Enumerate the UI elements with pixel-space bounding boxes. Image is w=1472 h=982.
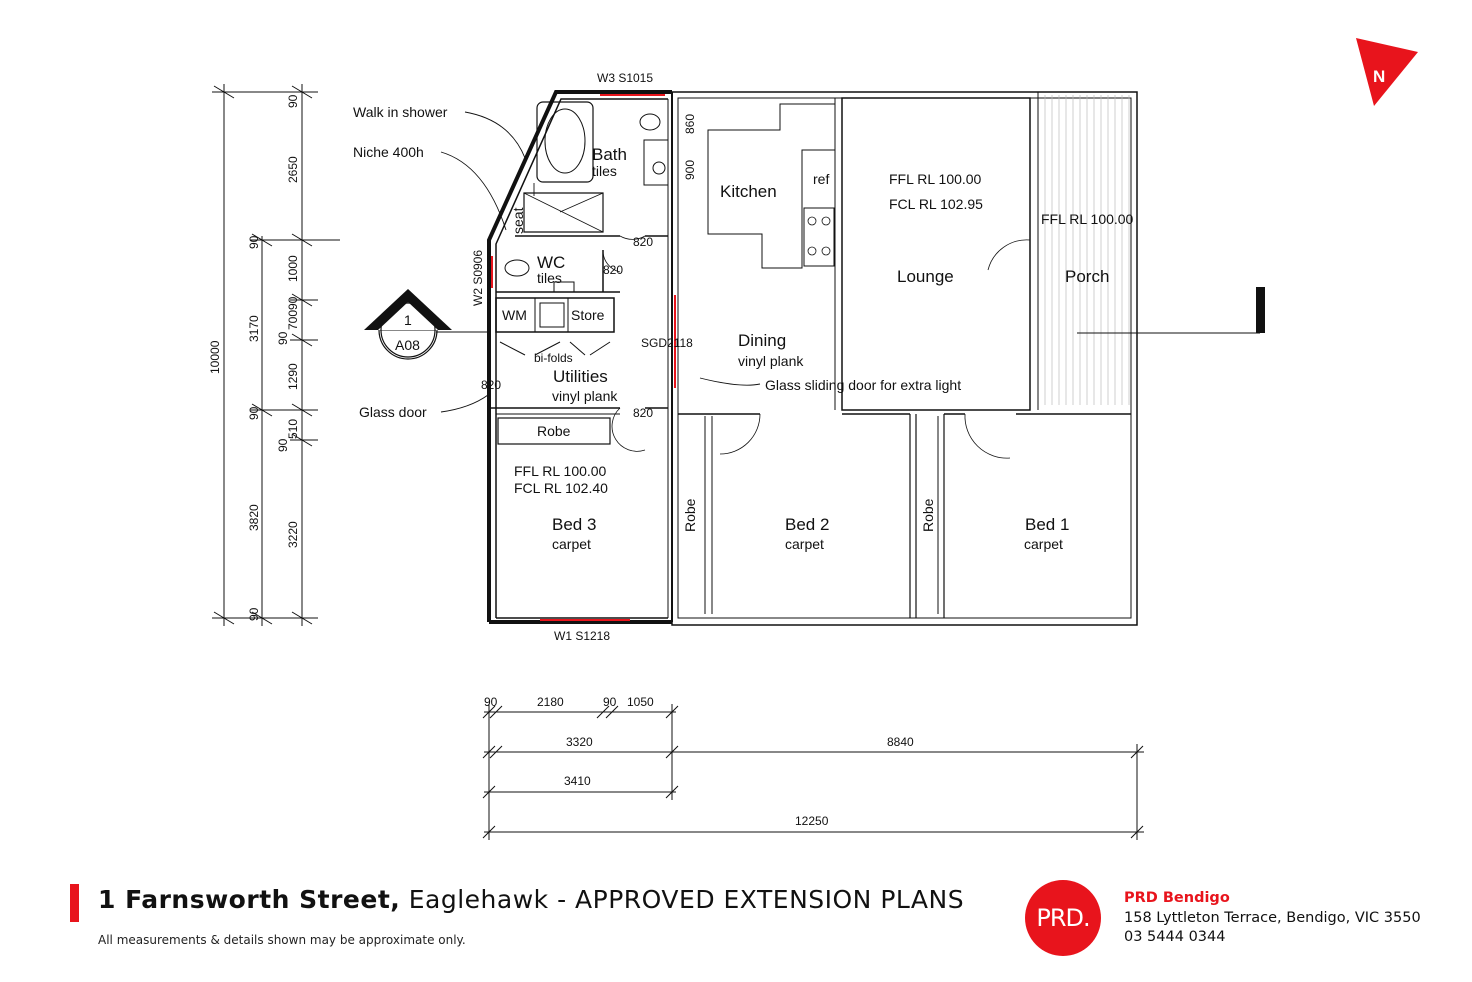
bed3-finish: carpet xyxy=(552,536,591,552)
porch-label: Porch xyxy=(1065,267,1110,286)
dim-bottom-r1-2: 2180 xyxy=(537,695,564,709)
dim-left-inner-4: 1000 xyxy=(286,255,300,282)
agency-phone: 03 5444 0344 xyxy=(1124,929,1226,945)
plan-title-address: 1 Farnsworth Street, xyxy=(98,885,401,914)
agency-details xyxy=(1124,890,1421,948)
bed2-label: Bed 2 xyxy=(785,515,830,534)
agency-address: 158 Lyttleton Terrace, Bendigo, VIC 3550 xyxy=(1124,910,1421,926)
dim-900: 900 xyxy=(683,159,697,180)
lounge-label: Lounge xyxy=(897,267,954,286)
plan-title xyxy=(98,885,964,914)
bed3-label: Bed 3 xyxy=(552,515,597,534)
dim-left-inner-11: 90 xyxy=(276,438,290,452)
wm-label: WM xyxy=(502,307,527,323)
section-sheet: A08 xyxy=(395,337,420,353)
dim-bottom-r4-1: 12250 xyxy=(795,814,829,828)
glass-door-note: Glass door xyxy=(359,404,427,420)
window-w3-label: W3 S1015 xyxy=(597,71,654,85)
bed2-robe-label: Robe xyxy=(682,498,698,532)
seat-label: seat xyxy=(510,207,526,234)
dim-left-outer-4: 3820 xyxy=(247,504,261,531)
dim-left-inner-7: 90 xyxy=(276,331,290,345)
dim-left-inner-8: 1290 xyxy=(286,363,300,390)
niche-note: Niche 400h xyxy=(353,144,424,160)
door-width-wc: 820 xyxy=(603,263,624,277)
glass-sliding-note: Glass sliding door for extra light xyxy=(765,377,962,393)
dim-bottom-r1-3: 90 xyxy=(603,695,617,709)
disclaimer: All measurements & details shown may be approximate only. xyxy=(98,933,466,947)
prd-logo: PRD. xyxy=(1025,880,1101,956)
dining-label: Dining xyxy=(738,331,787,350)
north-arrow xyxy=(1356,38,1418,106)
dim-bottom-r1-4: 1050 xyxy=(627,695,654,709)
section-marker xyxy=(364,289,488,359)
bed1-label: Bed 1 xyxy=(1025,515,1070,534)
north-label: N xyxy=(1373,67,1386,86)
lounge-fcl: FCL RL 102.95 xyxy=(889,196,983,212)
dim-860: 860 xyxy=(683,113,697,134)
utilities-finish: vinyl plank xyxy=(552,388,618,404)
dim-left-inner-5: 90 xyxy=(286,296,300,310)
section-number: 1 xyxy=(404,312,412,328)
utilities-label: Utilities xyxy=(553,367,608,386)
wc-label: WC xyxy=(537,253,566,272)
title-accent-bar xyxy=(70,884,79,922)
dim-bottom-r2-2: 8840 xyxy=(887,735,914,749)
dim-bottom-r3-1: 3410 xyxy=(564,774,591,788)
walk-in-shower-note: Walk in shower xyxy=(353,104,448,120)
dim-left-inner-6: 700 xyxy=(286,309,300,330)
door-width-bed3: 820 xyxy=(633,406,654,420)
bed1-robe-label: Robe xyxy=(920,498,936,532)
porch-ffl: FFL RL 100.00 xyxy=(1041,211,1134,227)
dim-left-total: 10000 xyxy=(208,340,222,374)
bed2-finish: carpet xyxy=(785,536,824,552)
door-width-glass: 820 xyxy=(481,378,502,392)
sgd-label: SGD2118 xyxy=(641,336,693,350)
dim-left-inner-2: 2650 xyxy=(286,156,300,183)
dim-left-outer-1: 90 xyxy=(247,235,261,249)
bifolds-label: bi-folds xyxy=(534,351,573,365)
dim-bottom-r2-1: 3320 xyxy=(566,735,593,749)
dim-left-outer-2: 3170 xyxy=(247,315,261,342)
agency-name: PRD Bendigo xyxy=(1124,890,1230,906)
plan-title-rest: Eaglehawk - APPROVED EXTENSION PLANS xyxy=(400,885,965,914)
dim-left-inner-12: 3220 xyxy=(286,521,300,548)
bath-finish: tiles xyxy=(592,163,617,179)
bed3-fcl: FCL RL 102.40 xyxy=(514,480,608,496)
bed1-finish: carpet xyxy=(1024,536,1063,552)
kitchen-label: Kitchen xyxy=(720,182,777,201)
bed3-ffl: FFL RL 100.00 xyxy=(514,463,607,479)
dim-left-inner-10: 510 xyxy=(286,418,300,439)
dim-left-inner-1: 90 xyxy=(286,94,300,108)
dim-left-outer-3: 90 xyxy=(247,406,261,420)
window-w1-label: W1 S1218 xyxy=(554,629,611,643)
window-w2-label: W2 S0906 xyxy=(471,249,485,306)
wc-finish: tiles xyxy=(537,270,562,286)
store-label: Store xyxy=(571,307,605,323)
door-width-bath: 820 xyxy=(633,235,654,249)
bed3-robe-label: Robe xyxy=(537,423,571,439)
dim-bottom-r1-1: 90 xyxy=(484,695,498,709)
lounge-ffl: FFL RL 100.00 xyxy=(889,171,982,187)
ref-label: ref xyxy=(813,171,830,187)
dim-left-outer-5: 90 xyxy=(247,607,261,621)
dining-finish: vinyl plank xyxy=(738,353,804,369)
bath-label: Bath xyxy=(592,145,627,164)
